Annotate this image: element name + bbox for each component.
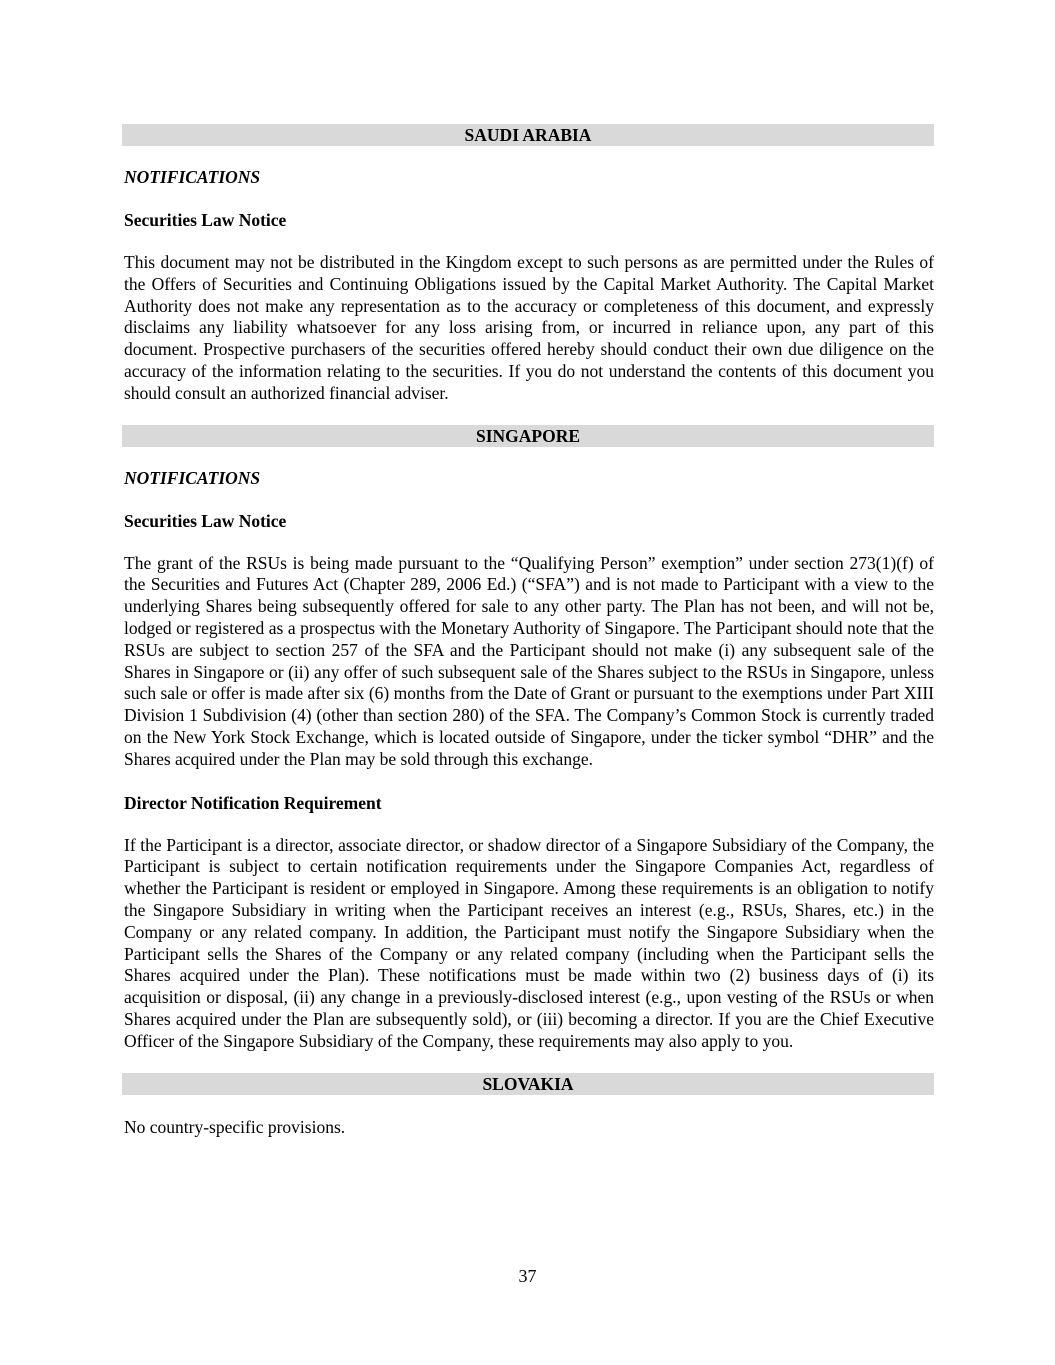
securities-law-notice-heading-saudi-arabia: Securities Law Notice	[124, 210, 287, 230]
director-notification-heading: Director Notification Requirement	[124, 792, 382, 813]
director-notification-text: If the Participant is a director, associate director, or shadow director of a Singapore Subsidiary of the Company, the Participant is subject to certain notification requirements under the Singapore Companies Act, regardless of whether the Participant is resident or employed in Singapore. Among these requirements is an obligation to notify the Singapore Subsidiary in writing when the Participant receives an interest (e.g., RSUs, Shares, etc.) in the Company or any related company. In addition, the Participant must notify the Singapore Subsidiary when the Participant sells the Shares of the Company or any related company (including when the Participant sells the Shares acquired under the Plan). These notifications must be made within two (2) business days of (i) its acquisition or disposal, (ii) any change in a previously-disclosed interest (e.g., upon vesting of the RSUs or when Shares acquired under the Plan are subsequently sold), or (iii) becoming a director. If you are the Chief Executive Officer of the Singapore Subsidiary of the Company, these requirements may also apply to you.	[124, 834, 934, 1051]
section-heading-saudi-arabia: SAUDI ARABIA	[122, 124, 934, 146]
securities-law-notice-text-singapore: The grant of the RSUs is being made pursuant to the “Qualifying Person” exemption” under section 273(1)(f) of the Securities and Futures Act (Chapter 289, 2006 Ed.) (“SFA”) and is not made to Participant with a view to the underlying Shares being subsequently offered for sale to any other party. The Plan has not been, and will not be, lodged or registered as a prospectus with the Monetary Authority of Singapore. The Participant should note that the RSUs are subject to section 257 of the SFA and the Participant should not make (i) any subsequent sale of the Shares in Singapore or (ii) any offer of such subsequent sale of the Shares subject to the RSUs in Singapore, unless such sale or offer is made after six (6) months from the Date of Grant or pursuant to the exemptions under Part XIII Division 1 Subdivision (4) (other than section 280) of the SFA. The Company’s Common Stock is currently traded on the New York Stock Exchange, which is located outside of Singapore, under the ticker symbol “DHR” and the Shares acquired under the Plan may be sold through this exchange.	[124, 552, 934, 769]
securities-law-notice-heading-singapore: Securities Law Notice	[124, 510, 287, 531]
securities-law-notice-text-saudi-arabia: This document may not be distributed in the Kingdom except to such persons as are permitted under the Rules of the Offers of Securities and Continuing Obligations issued by the Capital Market Authority. The Capital Market Authority does not make any representation as to the accuracy or completeness of this document, and expressly disclaims any liability whatsoever for any loss arising from, or incurred in reliance upon, any part of this document. Prospective purchasers of the securities offered hereby should conduct their own due diligence on the accuracy of the information relating to the securities. If you do not understand the contents of this document you should consult an authorized financial adviser.	[124, 252, 934, 403]
page-number: 37	[518, 1266, 537, 1286]
slovakia-provisions-text: No country-specific provisions.	[124, 1116, 346, 1137]
section-heading-singapore: SINGAPORE	[122, 425, 934, 447]
notifications-heading-saudi-arabia: NOTIFICATIONS	[124, 167, 261, 187]
notifications-heading-singapore: NOTIFICATIONS	[124, 467, 261, 488]
page-content	[122, 124, 934, 1138]
section-heading-slovakia: SLOVAKIA	[122, 1073, 934, 1095]
